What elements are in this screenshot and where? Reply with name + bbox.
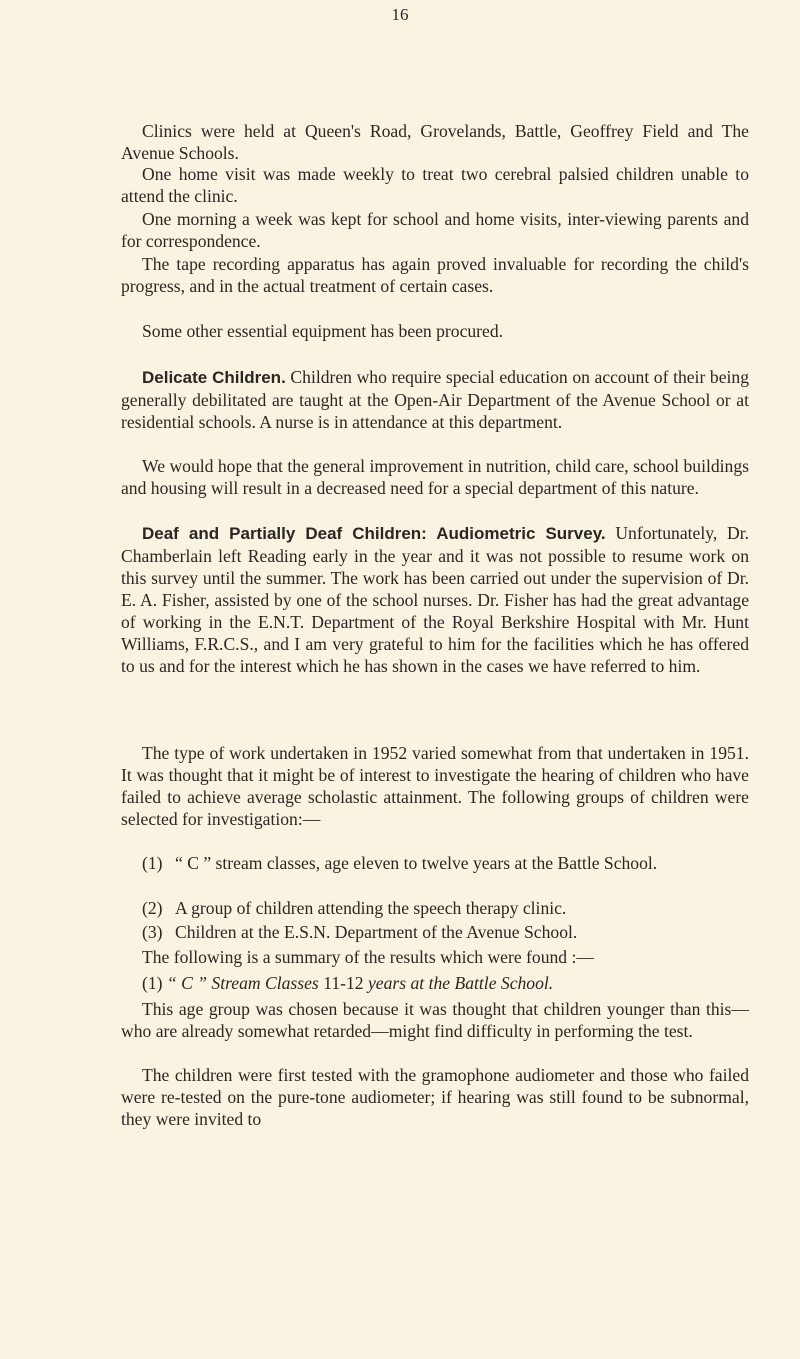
section-delicate-children	[121, 366, 749, 433]
subheading-c-stream	[121, 972, 749, 994]
paragraph-morning: One morning a week was kept for school and home visits, inter-viewing parents and for correspondence.	[121, 209, 749, 251]
subheading-ages: 11-12	[323, 973, 364, 993]
group-item-3	[121, 921, 749, 943]
paragraph-clinics: Clinics were held at Queen's Road, Grovelands, Battle, Geoffrey Field and The Avenue Schools.	[121, 121, 749, 163]
item-number: (2)	[142, 898, 163, 918]
paragraph-testing: The children were first tested with the gramophone audiometer and those who failed were re-tested on the pure-tone audiometer; if hearing was still found to be subnormal, they were invited to	[121, 1065, 749, 1129]
deaf-text: Unfortunately, Dr. Chamberlain left Reading early in the year and it was not possible to resume work on this survey until the summer. The work has been carried out under the supervision of Dr. E. A. Fisher, assisted by one of the school nurses. Dr. Fisher has had the great advantage of working in the E.N.T. Department of the Royal Berkshire Hospital with Mr. Hunt Williams, F.R.C.S., and I am very grateful to him for the facilities which he has offered to us and for the interest which he has shown in the cases we have referred to him.	[121, 523, 749, 676]
paragraph-work-1952: The type of work undertaken in 1952 varied somewhat from that undertaken in 1951. It was thought that it might be of interest to investigate the hearing of children who have failed to achieve average scholastic attainment. The following groups of children were selected for investigation:—	[121, 743, 749, 829]
item-text: “ C ” stream classes, age eleven to twelve years at the Battle School.	[175, 853, 658, 873]
paragraph-nutrition: We would hope that the general improvement in nutrition, child care, school buildings and housing will result in a decreased need for a special department of this nature.	[121, 456, 749, 498]
group-item-1	[121, 852, 749, 874]
heading-delicate-children: Delicate Children.	[142, 368, 286, 387]
paragraph-home-visit: One home visit was made weekly to treat two cerebral palsied children unable to attend the clinic.	[121, 164, 749, 206]
paragraph-summary: The following is a summary of the results which were found :—	[142, 947, 594, 967]
subheading-part: years at the Battle School.	[368, 973, 554, 993]
item-number: (3)	[142, 922, 163, 942]
delicate-text: Children who require special education on account of their being generally debilitated are taught at the Open-Air Department of the Avenue School or at residential schools. A nurse is in attendance at this department.	[121, 367, 749, 432]
paragraph-tape-recording: The tape recording apparatus has again proved invaluable for recording the child's progress, and in the actual treatment of certain cases.	[121, 254, 749, 296]
paragraph-age-group: This age group was chosen because it was thought that children younger than this—who are already somewhat retarded—might find difficulty in performing the test.	[121, 999, 749, 1041]
item-text: Children at the E.S.N. Department of the Avenue School.	[175, 922, 578, 942]
heading-audiometric-survey: Deaf and Partially Deaf Children: Audiometric Survey.	[142, 524, 606, 543]
page-number: 16	[391, 5, 409, 24]
subheading-part: “ C ” Stream Classes	[166, 973, 319, 993]
section-deaf-children	[121, 522, 749, 677]
item-text: A group of children attending the speech therapy clinic.	[175, 898, 567, 918]
item-number: (1)	[142, 853, 163, 873]
group-item-2	[121, 897, 749, 919]
paragraph-equipment: Some other essential equipment has been procured.	[142, 321, 504, 341]
subheading-number: (1)	[142, 973, 163, 993]
